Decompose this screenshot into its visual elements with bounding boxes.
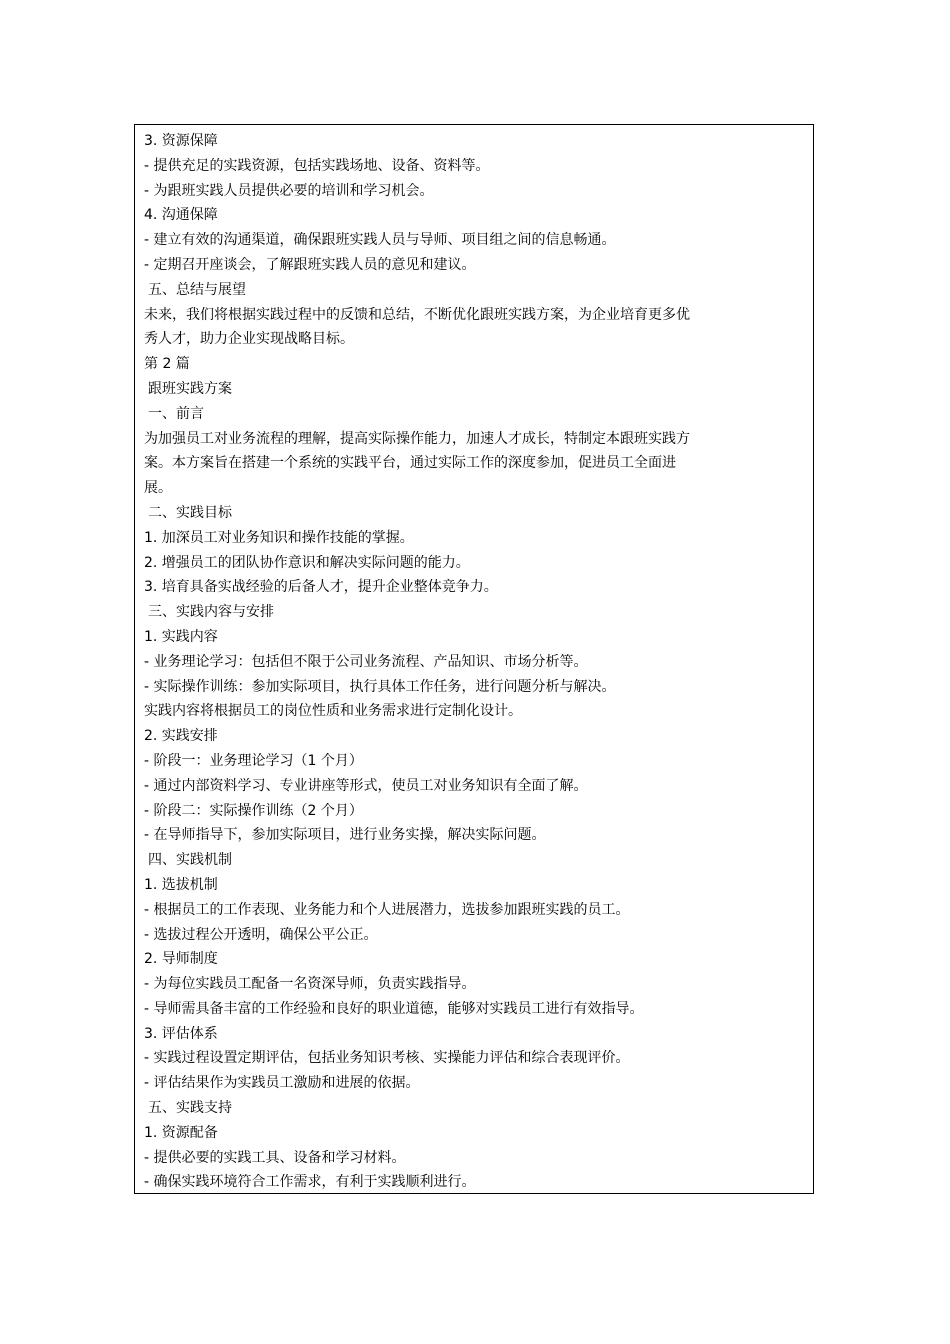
text-line: 三、实践内容与安排 bbox=[148, 604, 274, 621]
text-line: - 实践过程设置定期评估，包括业务知识考核、实操能力评估和综合表现评价。 bbox=[144, 1050, 630, 1067]
document-text-box bbox=[134, 124, 814, 1194]
text-line: 实践内容将根据员工的岗位性质和业务需求进行定制化设计。 bbox=[144, 703, 522, 720]
text-line: - 为跟班实践人员提供必要的培训和学习机会。 bbox=[144, 182, 434, 199]
text-line: 二、实践目标 bbox=[148, 504, 232, 521]
text-line: - 根据员工的工作表现、业务能力和个人进展潜力，选拔参加跟班实践的员工。 bbox=[144, 901, 630, 918]
text-line: - 为每位实践员工配备一名资深导师，负责实践指导。 bbox=[144, 976, 476, 993]
text-line: 3. 资源保障 bbox=[144, 133, 218, 149]
text-line: 案。本方案旨在搭建一个系统的实践平台，通过实际工作的深度参加，促进员工全面进 bbox=[144, 455, 676, 472]
text-line: - 确保实践环境符合工作需求，有利于实践顺利进行。 bbox=[144, 1174, 476, 1191]
text-line: 第 2 篇 bbox=[144, 356, 190, 373]
text-line: - 实际操作训练：参加实际项目，执行具体工作任务，进行问题分析与解决。 bbox=[144, 678, 616, 695]
text-line: 1. 实践内容 bbox=[144, 628, 218, 645]
text-line: 3. 培育具备实战经验的后备人才，提升企业整体竞争力。 bbox=[144, 579, 498, 596]
text-line: - 导师需具备丰富的工作经验和良好的职业道德，能够对实践员工进行有效指导。 bbox=[144, 1000, 644, 1017]
text-line: - 评估结果作为实践员工激励和进展的依据。 bbox=[144, 1075, 420, 1092]
text-line: 秀人才，助力企业实现战略目标。 bbox=[144, 331, 354, 348]
text-line: 一、前言 bbox=[148, 405, 204, 422]
text-line: 五、总结与展望 bbox=[148, 281, 246, 298]
text-line: - 建立有效的沟通渠道，确保跟班实践人员与导师、项目组之间的信息畅通。 bbox=[144, 232, 616, 249]
text-line: 展。 bbox=[144, 480, 172, 497]
text-line: - 阶段一：业务理论学习（1 个月） bbox=[144, 752, 363, 769]
text-line: 为加强员工对业务流程的理解，提高实际操作能力，加速人才成长，特制定本跟班实践方 bbox=[144, 430, 690, 447]
text-line: 2. 导师制度 bbox=[144, 951, 218, 968]
text-line: - 在导师指导下，参加实际项目，进行业务实操，解决实际问题。 bbox=[144, 827, 546, 844]
text-line: - 提供充足的实践资源，包括实践场地、设备、资料等。 bbox=[144, 157, 490, 174]
text-line: - 业务理论学习：包括但不限于公司业务流程、产品知识、市场分析等。 bbox=[144, 653, 588, 670]
text-line: - 阶段二：实际操作训练（2 个月） bbox=[144, 802, 363, 819]
text-line: 3. 评估体系 bbox=[144, 1025, 218, 1042]
text-line: 2. 增强员工的团队协作意识和解决实际问题的能力。 bbox=[144, 554, 470, 571]
text-line: 四、实践机制 bbox=[148, 852, 232, 869]
text-line: 跟班实践方案 bbox=[148, 380, 232, 397]
text-line: - 选拔过程公开透明，确保公平公正。 bbox=[144, 926, 378, 943]
text-line: 2. 实践安排 bbox=[144, 728, 218, 745]
text-line: - 定期召开座谈会，了解跟班实践人员的意见和建议。 bbox=[144, 256, 476, 273]
text-line: 4. 沟通保障 bbox=[144, 207, 218, 224]
text-line: - 通过内部资料学习、专业讲座等形式，使员工对业务知识有全面了解。 bbox=[144, 777, 588, 794]
text-line: 五、实践支持 bbox=[148, 1100, 232, 1117]
text-line: 1. 加深员工对业务知识和操作技能的掌握。 bbox=[144, 529, 414, 546]
text-line: 1. 选拔机制 bbox=[144, 876, 218, 893]
text-line: 1. 资源配备 bbox=[144, 1124, 218, 1141]
text-line: 未来，我们将根据实践过程中的反馈和总结，不断优化跟班实践方案，为企业培育更多优 bbox=[144, 306, 690, 323]
text-line: - 提供必要的实践工具、设备和学习材料。 bbox=[144, 1149, 406, 1166]
